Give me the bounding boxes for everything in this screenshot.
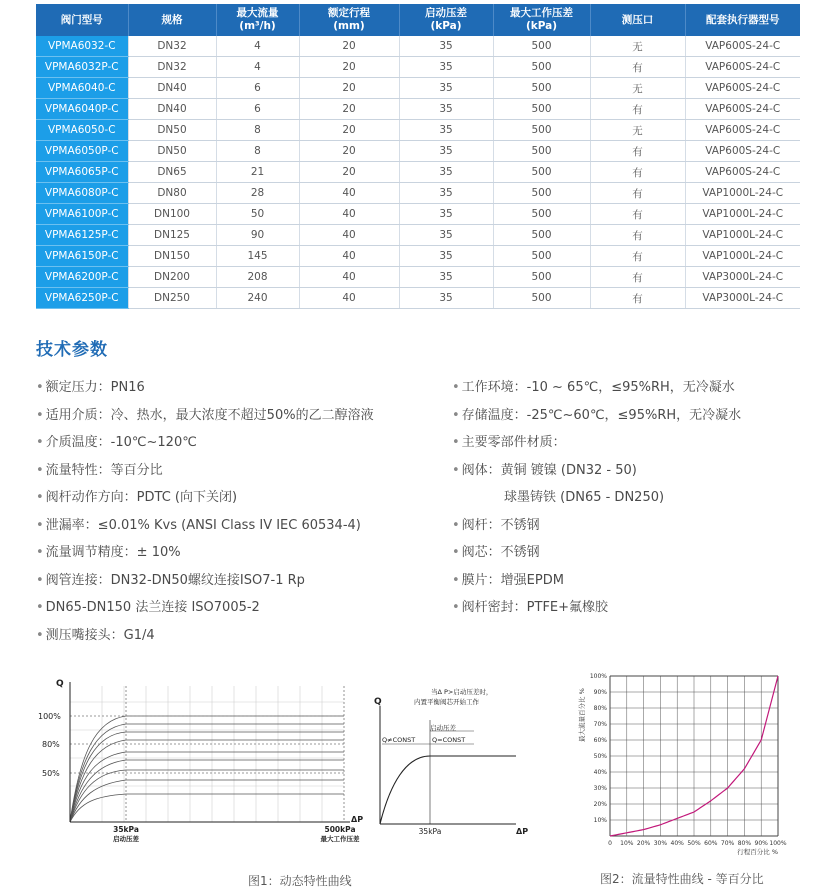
table-cell: 无 <box>590 120 685 141</box>
table-cell: 有 <box>590 57 685 78</box>
fig1-caption: 图1：动态特性曲线 <box>248 874 352 888</box>
table-cell: 90 <box>216 225 299 246</box>
table-header-cell <box>36 4 128 36</box>
param-item: 球墨铸铁 (DN65 - DN250) <box>504 490 665 505</box>
table-cell: 有 <box>590 246 685 267</box>
table-cell: 35 <box>399 57 493 78</box>
table-cell: 35 <box>399 204 493 225</box>
table-cell: 500 <box>493 99 590 120</box>
table-cell: 500 <box>493 78 590 99</box>
table-header-cell <box>399 4 493 36</box>
table-cell: DN100 <box>128 204 216 225</box>
y-tick-label: 60% <box>593 737 607 744</box>
table-cell: DN32 <box>128 57 216 78</box>
table-cell: 8 <box>216 141 299 162</box>
model-cell: VPMA6125P-C <box>36 225 128 246</box>
y-tick-label: 70% <box>593 721 607 728</box>
table-cell: 500 <box>493 288 590 309</box>
table-cell: 40 <box>299 246 399 267</box>
x-tick-label: 60% <box>704 840 718 847</box>
section-title: 技术参数 <box>36 340 108 360</box>
table-cell: VAP600S-24-C <box>685 162 800 183</box>
table-cell: VAP600S-24-C <box>685 57 800 78</box>
table-cell: DN40 <box>128 78 216 99</box>
param-item: • 介质温度：-10℃~120℃ <box>36 435 197 450</box>
header-title: 规格 <box>161 13 183 26</box>
table-cell: 有 <box>590 183 685 204</box>
table-row <box>36 57 800 78</box>
x-tick-label: 90% <box>754 840 768 847</box>
table-cell: 有 <box>590 162 685 183</box>
table-cell: DN50 <box>128 141 216 162</box>
table-cell: 500 <box>493 57 590 78</box>
param-item: • 阀杆：不锈钢 <box>452 517 540 533</box>
header-unit: (m³/h) <box>239 20 276 32</box>
table-cell: DN250 <box>128 288 216 309</box>
x-tick-label: 70% <box>720 840 735 847</box>
table-cell: 35 <box>399 183 493 204</box>
fig1-level-80: 80% <box>42 740 60 749</box>
fig-mid-start-label: 启动压差 <box>430 724 456 732</box>
model-cell: VPMA6040-C <box>36 78 128 99</box>
param-item: • 阀杆密封：PTFE+氟橡胶 <box>452 600 609 615</box>
param-item: • 阀体：黄铜 镀镍 (DN32 - 50) <box>452 462 637 478</box>
fig-mid-x-axis-label: ΔP <box>516 827 529 836</box>
header-title: 启动压差 <box>425 7 467 19</box>
table-cell: DN40 <box>128 99 216 120</box>
y-tick-label: 80% <box>593 705 607 712</box>
table-header-cell <box>685 4 800 36</box>
table-cell: 500 <box>493 204 590 225</box>
param-item: • 流量特性：等百分比 <box>36 462 163 478</box>
x-tick-label: 10% <box>620 840 634 847</box>
table-header-row <box>36 4 800 36</box>
fig1-x-axis-label: ΔP <box>351 815 364 824</box>
fig2-caption: 图2：流量特性曲线 - 等百分比 <box>600 872 764 886</box>
table-cell: 20 <box>299 99 399 120</box>
table-cell: VAP600S-24-C <box>685 78 800 99</box>
table-row <box>36 246 800 267</box>
table-cell: 35 <box>399 162 493 183</box>
table-cell: DN150 <box>128 246 216 267</box>
table-cell: 35 <box>399 225 493 246</box>
fig1-dynamic-curves <box>36 672 366 852</box>
fig1-level-100: 100% <box>38 712 61 721</box>
fig-mid-right-label: Q=CONST <box>432 736 466 744</box>
header-title: 最大工作压差 <box>510 7 573 19</box>
param-item: • 阀杆动作方向：PDTC (向下关闭) <box>36 490 238 505</box>
y-tick-label: 20% <box>593 801 607 808</box>
table-cell: DN65 <box>128 162 216 183</box>
table-row <box>36 204 800 225</box>
table-cell: 40 <box>299 204 399 225</box>
param-item: • 测压嘴接头：G1/4 <box>36 627 155 643</box>
model-cell: VPMA6040P-C <box>36 99 128 120</box>
table-header-cell <box>590 4 685 36</box>
table-row <box>36 99 800 120</box>
header-title: 阀门型号 <box>60 13 103 26</box>
model-cell: VPMA6250P-C <box>36 288 128 309</box>
param-item: • 流量调节精度：± 10% <box>36 545 181 560</box>
table-cell: 6 <box>216 99 299 120</box>
table-row <box>36 225 800 246</box>
table-cell: DN125 <box>128 225 216 246</box>
model-cell: VPMA6065P-C <box>36 162 128 183</box>
table-cell: 有 <box>590 288 685 309</box>
fig2-x-axis-label: 行程百分比 % <box>737 848 778 856</box>
header-title: 测压口 <box>621 13 654 26</box>
y-tick-label: 90% <box>593 689 607 696</box>
fig-mid-pressure-curve <box>366 684 536 838</box>
fig-mid-left-label: Q≠CONST <box>382 736 416 744</box>
table-cell: 500 <box>493 162 590 183</box>
table-cell: VAP1000L-24-C <box>685 183 800 204</box>
table-cell: 无 <box>590 36 685 57</box>
x-tick-label: 50% <box>687 840 701 847</box>
fig2-flow-characteristic-chart <box>566 664 808 864</box>
model-cell: VPMA6150P-C <box>36 246 128 267</box>
table-cell: 500 <box>493 141 590 162</box>
param-item: • 主要零部件材质： <box>452 435 566 450</box>
x-tick-label: 80% <box>737 840 752 847</box>
table-cell: VAP3000L-24-C <box>685 288 800 309</box>
table-row <box>36 288 800 309</box>
table-cell: 500 <box>493 183 590 204</box>
table-cell: VAP1000L-24-C <box>685 225 800 246</box>
table-cell: 4 <box>216 57 299 78</box>
table-cell: 50 <box>216 204 299 225</box>
x-tick-label: 100% <box>769 840 787 847</box>
table-cell: 35 <box>399 246 493 267</box>
table-cell: 有 <box>590 225 685 246</box>
table-cell: 500 <box>493 225 590 246</box>
fig-mid-y-axis-label: Q <box>374 697 382 707</box>
x-tick-label: 0 <box>608 840 612 847</box>
model-cell: VPMA6200P-C <box>36 267 128 288</box>
header-title: 配套执行器型号 <box>706 13 780 26</box>
params-left <box>36 378 374 653</box>
table-cell: 40 <box>299 288 399 309</box>
param-item: • 阀管连接：DN32-DN50螺纹连接ISO7-1 Rp <box>36 572 305 588</box>
table-header-cell <box>216 4 299 36</box>
fig2-y-axis-label: 最大流量百分比 % <box>578 688 586 742</box>
header-unit: (kPa) <box>430 20 462 32</box>
fig1-x-tick2-value: 500kPa <box>324 825 356 834</box>
table-header-cell <box>299 4 399 36</box>
table-cell: DN32 <box>128 36 216 57</box>
table-cell: 6 <box>216 78 299 99</box>
param-item: • DN65-DN150 法兰连接 ISO7005-2 <box>36 600 260 615</box>
table-cell: 40 <box>299 225 399 246</box>
fig1-grid <box>70 686 344 822</box>
table-cell: 500 <box>493 267 590 288</box>
fig-mid-note-line1: 当Δ P>启动压差时， <box>431 688 493 696</box>
table-cell: DN80 <box>128 183 216 204</box>
table-body <box>36 36 800 309</box>
x-tick-label: 40% <box>670 840 684 847</box>
header-unit: (mm) <box>333 20 365 32</box>
table-cell: 500 <box>493 36 590 57</box>
spec-table <box>36 4 800 309</box>
y-tick-label: 50% <box>593 753 607 760</box>
x-tick-label: 20% <box>636 840 651 847</box>
y-tick-label: 40% <box>593 769 607 776</box>
fig2-ticks <box>590 673 787 847</box>
fig1-level-50: 50% <box>42 769 60 778</box>
fig1-curves <box>70 716 344 822</box>
table-cell: 35 <box>399 99 493 120</box>
header-title: 最大流量 <box>236 7 279 19</box>
table-row <box>36 36 800 57</box>
fig1-x-tick1-value: 35kPa <box>113 825 139 834</box>
table-cell: 20 <box>299 141 399 162</box>
model-cell: VPMA6032P-C <box>36 57 128 78</box>
model-cell: VPMA6050-C <box>36 120 128 141</box>
header-unit: (kPa) <box>525 20 558 32</box>
table-cell: VAP600S-24-C <box>685 99 800 120</box>
table-row <box>36 183 800 204</box>
table-cell: VAP1000L-24-C <box>685 246 800 267</box>
model-cell: VPMA6080P-C <box>36 183 128 204</box>
table-cell: VAP1000L-24-C <box>685 204 800 225</box>
param-item: • 额定压力：PN16 <box>36 380 145 395</box>
table-cell: VAP3000L-24-C <box>685 267 800 288</box>
table-cell: 无 <box>590 78 685 99</box>
table-cell: 有 <box>590 141 685 162</box>
table-cell: 8 <box>216 120 299 141</box>
table-cell: 有 <box>590 204 685 225</box>
table-cell: VAP600S-24-C <box>685 141 800 162</box>
table-cell: VAP600S-24-C <box>685 36 800 57</box>
param-item: • 存储温度：-25℃~60℃，≤95%RH，无冷凝水 <box>452 407 742 423</box>
table-cell: 40 <box>299 183 399 204</box>
table-cell: 20 <box>299 57 399 78</box>
table-cell: 有 <box>590 99 685 120</box>
model-cell: VPMA6050P-C <box>36 141 128 162</box>
table-header-cell <box>493 4 590 36</box>
table-cell: 500 <box>493 246 590 267</box>
y-tick-label: 100% <box>589 673 607 680</box>
param-item: • 工作环境：-10 ~ 65℃，≤95%RH，无冷凝水 <box>452 380 735 395</box>
table-header-cell <box>128 4 216 36</box>
header-title: 额定行程 <box>328 7 370 19</box>
table-row <box>36 78 800 99</box>
table-cell: 20 <box>299 36 399 57</box>
table-cell: 40 <box>299 267 399 288</box>
table-cell: 35 <box>399 288 493 309</box>
table-cell: 500 <box>493 120 590 141</box>
table-row <box>36 120 800 141</box>
fig1-x-tick2-label: 最大工作压差 <box>320 835 360 843</box>
y-tick-label: 30% <box>593 785 607 792</box>
y-tick-label: 10% <box>593 817 607 824</box>
table-cell: DN200 <box>128 267 216 288</box>
fig1-y-axis-label: Q <box>56 679 64 689</box>
table-cell: 28 <box>216 183 299 204</box>
param-item: • 适用介质：冷、热水，最大浓度不超过50%的乙二醇溶液 <box>36 407 374 423</box>
table-cell: 35 <box>399 141 493 162</box>
model-cell: VPMA6100P-C <box>36 204 128 225</box>
table-cell: 35 <box>399 36 493 57</box>
table-cell: 240 <box>216 288 299 309</box>
table-cell: 145 <box>216 246 299 267</box>
table-cell: 20 <box>299 120 399 141</box>
table-cell: DN50 <box>128 120 216 141</box>
param-item: • 膜片：增强EPDM <box>452 572 564 588</box>
table-row <box>36 267 800 288</box>
x-tick-label: 30% <box>653 840 668 847</box>
fig-mid-note-line2: 内置平衡阀芯开始工作 <box>414 698 479 706</box>
table-cell: 21 <box>216 162 299 183</box>
table-cell: 208 <box>216 267 299 288</box>
table-row <box>36 141 800 162</box>
params-right <box>452 378 741 626</box>
table-row <box>36 162 800 183</box>
model-cell: VPMA6032-C <box>36 36 128 57</box>
param-item: • 阀芯：不锈钢 <box>452 545 540 560</box>
table-cell: 4 <box>216 36 299 57</box>
table-cell: VAP600S-24-C <box>685 120 800 141</box>
table-cell: 有 <box>590 267 685 288</box>
fig1-x-tick1-label: 启动压差 <box>113 835 139 843</box>
table-cell: 20 <box>299 162 399 183</box>
fig-mid-x-tick: 35kPa <box>418 827 442 836</box>
param-item: • 泄漏率：≤0.01% Kvs (ANSI Class IV IEC 60534-4) <box>36 517 361 533</box>
table-cell: 35 <box>399 267 493 288</box>
table-cell: 35 <box>399 78 493 99</box>
table-cell: 20 <box>299 78 399 99</box>
table-cell: 35 <box>399 120 493 141</box>
